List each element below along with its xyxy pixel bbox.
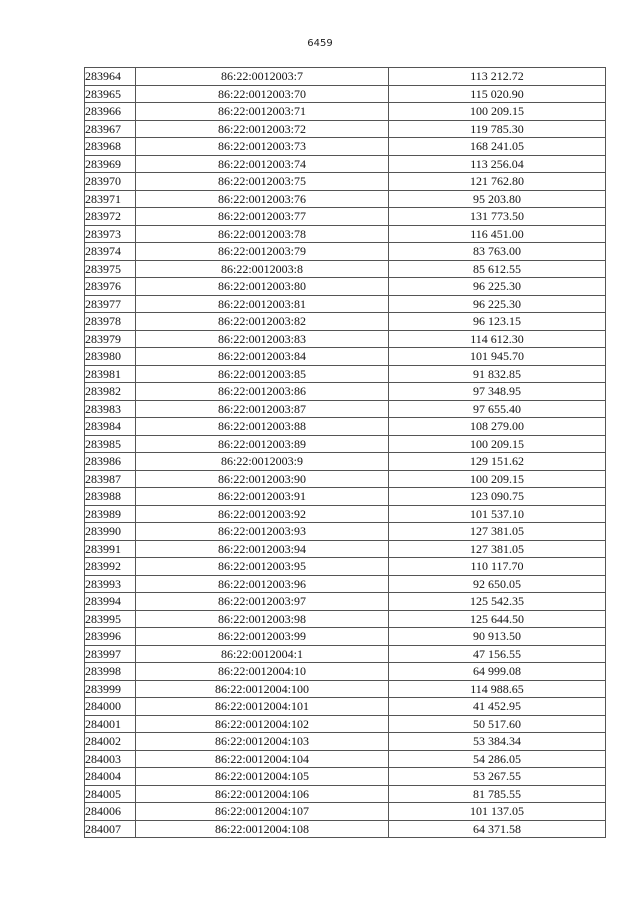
cadastral-number-cell: 86:22:0012004:102 [136,715,389,733]
row-number-cell: 283980 [85,348,136,366]
cadastral-number-cell: 86:22:0012003:96 [136,575,389,593]
cadastral-value-cell: 96 225.30 [389,295,606,313]
cadastral-number-cell: 86:22:0012003:89 [136,435,389,453]
table-row [85,418,606,436]
cadastral-number-cell: 86:22:0012003:98 [136,610,389,628]
row-number-cell: 283984 [85,418,136,436]
cadastral-value-cell: 53 267.55 [389,768,606,786]
table-row [85,768,606,786]
cadastral-number-cell: 86:22:0012003:84 [136,348,389,366]
table-row [85,330,606,348]
cadastral-value-cell: 95 203.80 [389,190,606,208]
cadastral-value-cell: 64 371.58 [389,820,606,838]
row-number-cell: 284003 [85,750,136,768]
cadastral-number-cell: 86:22:0012003:99 [136,628,389,646]
table-row [85,313,606,331]
row-number-cell: 283983 [85,400,136,418]
table-row [85,733,606,751]
cadastral-value-cell: 131 773.50 [389,208,606,226]
row-number-cell: 283996 [85,628,136,646]
cadastral-number-cell: 86:22:0012004:10 [136,663,389,681]
row-number-cell: 283995 [85,610,136,628]
cadastral-value-cell: 96 225.30 [389,278,606,296]
table-row [85,488,606,506]
cadastral-number-cell: 86:22:0012003:9 [136,453,389,471]
cadastral-number-cell: 86:22:0012003:7 [136,68,389,86]
table-row [85,470,606,488]
row-number-cell: 283994 [85,593,136,611]
table-row [85,680,606,698]
cadastral-value-cell: 116 451.00 [389,225,606,243]
cadastral-number-cell: 86:22:0012003:85 [136,365,389,383]
table-row [85,803,606,821]
cadastral-value-cell: 101 945.70 [389,348,606,366]
cadastral-value-cell: 41 452.95 [389,698,606,716]
cadastral-value-cell: 96 123.15 [389,313,606,331]
row-number-cell: 283973 [85,225,136,243]
row-number-cell: 283975 [85,260,136,278]
table-row [85,260,606,278]
cadastral-value-cell: 100 209.15 [389,435,606,453]
table-row [85,138,606,156]
table-row [85,173,606,191]
row-number-cell: 283978 [85,313,136,331]
table-row [85,610,606,628]
table-row [85,208,606,226]
cadastral-number-cell: 86:22:0012003:81 [136,295,389,313]
row-number-cell: 283988 [85,488,136,506]
cadastral-number-cell: 86:22:0012003:87 [136,400,389,418]
cadastral-value-cell: 54 286.05 [389,750,606,768]
row-number-cell: 283999 [85,680,136,698]
cadastral-value-cell: 91 832.85 [389,365,606,383]
table-row [85,593,606,611]
cadastral-number-cell: 86:22:0012003:8 [136,260,389,278]
cadastral-number-cell: 86:22:0012003:71 [136,103,389,121]
table-row [85,225,606,243]
cadastral-number-cell: 86:22:0012003:82 [136,313,389,331]
cadastral-number-cell: 86:22:0012003:88 [136,418,389,436]
cadastral-number-cell: 86:22:0012003:73 [136,138,389,156]
cadastral-value-cell: 97 655.40 [389,400,606,418]
cadastral-value-cell: 129 151.62 [389,453,606,471]
row-number-cell: 283965 [85,85,136,103]
cadastral-number-cell: 86:22:0012004:100 [136,680,389,698]
cadastral-value-cell: 64 999.08 [389,663,606,681]
row-number-cell: 283998 [85,663,136,681]
cadastral-value-cell: 85 612.55 [389,260,606,278]
row-number-cell: 283987 [85,470,136,488]
cadastral-value-cell: 97 348.95 [389,383,606,401]
cadastral-value-cell: 81 785.55 [389,785,606,803]
table-row [85,785,606,803]
row-number-cell: 283974 [85,243,136,261]
table-row [85,155,606,173]
row-number-cell: 283977 [85,295,136,313]
table-row [85,348,606,366]
cadastral-number-cell: 86:22:0012003:79 [136,243,389,261]
row-number-cell: 283997 [85,645,136,663]
cadastral-number-cell: 86:22:0012003:93 [136,523,389,541]
row-number-cell: 283989 [85,505,136,523]
cadastral-number-cell: 86:22:0012003:74 [136,155,389,173]
cadastral-number-cell: 86:22:0012003:94 [136,540,389,558]
cadastral-value-cell: 121 762.80 [389,173,606,191]
cadastral-value-cell: 125 644.50 [389,610,606,628]
table-row [85,820,606,838]
table-row [85,68,606,86]
cadastral-value-cell: 100 209.15 [389,470,606,488]
row-number-cell: 283976 [85,278,136,296]
table-row [85,383,606,401]
row-number-cell: 284006 [85,803,136,821]
row-number-cell: 283971 [85,190,136,208]
table-row [85,558,606,576]
row-number-cell: 283972 [85,208,136,226]
cadastral-value-table [84,67,606,838]
cadastral-number-cell: 86:22:0012004:105 [136,768,389,786]
row-number-cell: 283969 [85,155,136,173]
row-number-cell: 284002 [85,733,136,751]
cadastral-number-cell: 86:22:0012004:101 [136,698,389,716]
cadastral-value-cell: 119 785.30 [389,120,606,138]
table-row [85,190,606,208]
row-number-cell: 283991 [85,540,136,558]
table-row [85,365,606,383]
cadastral-value-cell: 110 117.70 [389,558,606,576]
table-row [85,435,606,453]
row-number-cell: 283964 [85,68,136,86]
table-row [85,698,606,716]
cadastral-value-cell: 90 913.50 [389,628,606,646]
table-row [85,453,606,471]
cadastral-number-cell: 86:22:0012003:75 [136,173,389,191]
table-row [85,278,606,296]
table-row [85,295,606,313]
table-row [85,750,606,768]
cadastral-number-cell: 86:22:0012004:104 [136,750,389,768]
cadastral-value-cell: 113 256.04 [389,155,606,173]
row-number-cell: 283970 [85,173,136,191]
cadastral-number-cell: 86:22:0012004:107 [136,803,389,821]
row-number-cell: 283979 [85,330,136,348]
table-body [85,68,606,838]
cadastral-number-cell: 86:22:0012004:1 [136,645,389,663]
row-number-cell: 283966 [85,103,136,121]
cadastral-value-cell: 53 384.34 [389,733,606,751]
cadastral-value-cell: 114 612.30 [389,330,606,348]
row-number-cell: 284007 [85,820,136,838]
cadastral-value-cell: 101 137.05 [389,803,606,821]
cadastral-number-cell: 86:22:0012003:97 [136,593,389,611]
row-number-cell: 283986 [85,453,136,471]
table-row [85,628,606,646]
table-row [85,120,606,138]
cadastral-value-cell: 125 542.35 [389,593,606,611]
cadastral-number-cell: 86:22:0012003:92 [136,505,389,523]
page-number: 6459 [307,38,333,49]
cadastral-number-cell: 86:22:0012003:77 [136,208,389,226]
table-row [85,400,606,418]
table-row [85,523,606,541]
row-number-cell: 283981 [85,365,136,383]
table-row [85,575,606,593]
cadastral-value-cell: 83 763.00 [389,243,606,261]
row-number-cell: 283968 [85,138,136,156]
cadastral-value-cell: 127 381.05 [389,540,606,558]
table-row [85,505,606,523]
cadastral-number-cell: 86:22:0012003:83 [136,330,389,348]
row-number-cell: 284000 [85,698,136,716]
cadastral-number-cell: 86:22:0012003:70 [136,85,389,103]
cadastral-number-cell: 86:22:0012003:80 [136,278,389,296]
row-number-cell: 284004 [85,768,136,786]
row-number-cell: 283990 [85,523,136,541]
cadastral-number-cell: 86:22:0012004:106 [136,785,389,803]
cadastral-number-cell: 86:22:0012003:78 [136,225,389,243]
cadastral-value-cell: 113 212.72 [389,68,606,86]
cadastral-number-cell: 86:22:0012003:91 [136,488,389,506]
table-row [85,85,606,103]
row-number-cell: 284005 [85,785,136,803]
cadastral-value-cell: 127 381.05 [389,523,606,541]
cadastral-value-cell: 47 156.55 [389,645,606,663]
cadastral-value-cell: 101 537.10 [389,505,606,523]
cadastral-value-cell: 50 517.60 [389,715,606,733]
row-number-cell: 283993 [85,575,136,593]
cadastral-number-cell: 86:22:0012003:72 [136,120,389,138]
table-row [85,243,606,261]
cadastral-value-cell: 168 241.05 [389,138,606,156]
row-number-cell: 283982 [85,383,136,401]
cadastral-number-cell: 86:22:0012004:103 [136,733,389,751]
table-row [85,715,606,733]
cadastral-number-cell: 86:22:0012003:76 [136,190,389,208]
table-row [85,103,606,121]
table-row [85,540,606,558]
row-number-cell: 283985 [85,435,136,453]
cadastral-number-cell: 86:22:0012003:86 [136,383,389,401]
cadastral-number-cell: 86:22:0012004:108 [136,820,389,838]
cadastral-value-cell: 114 988.65 [389,680,606,698]
table-row [85,645,606,663]
cadastral-value-cell: 92 650.05 [389,575,606,593]
cadastral-number-cell: 86:22:0012003:95 [136,558,389,576]
cadastral-value-cell: 108 279.00 [389,418,606,436]
row-number-cell: 284001 [85,715,136,733]
table-row [85,663,606,681]
cadastral-value-cell: 100 209.15 [389,103,606,121]
cadastral-value-cell: 123 090.75 [389,488,606,506]
row-number-cell: 283992 [85,558,136,576]
cadastral-number-cell: 86:22:0012003:90 [136,470,389,488]
row-number-cell: 283967 [85,120,136,138]
cadastral-value-cell: 115 020.90 [389,85,606,103]
